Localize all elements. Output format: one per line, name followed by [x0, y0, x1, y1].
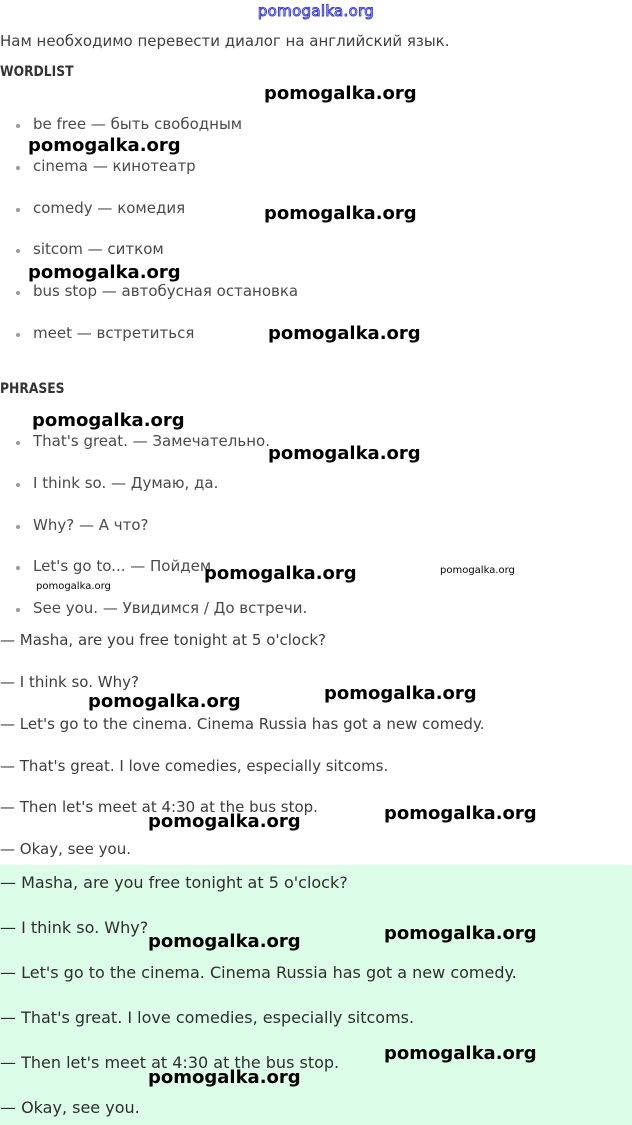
watermark: pomogalka.org	[264, 83, 417, 104]
watermark: pomogalka.org	[148, 811, 301, 832]
watermark: pomogalka.org	[32, 410, 185, 431]
watermark: pomogalka.org	[28, 262, 181, 283]
phrase-item-text: That's great. — Замечательно.	[33, 432, 270, 450]
dialog-line: — I think so. Why?	[0, 673, 139, 691]
watermark: pomogalka.org	[384, 803, 537, 824]
wordlist-item-text: sitcom — ситком	[33, 240, 164, 258]
answer-line: — Masha, are you free tonight at 5 o'clock?	[0, 873, 348, 892]
wordlist-item	[18, 199, 185, 217]
answer-line: — Then let's meet at 4:30 at the bus stop.	[0, 1053, 340, 1072]
phrase-item-text: See you. — Увидимся / До встречи.	[33, 599, 308, 617]
wordlist-item	[18, 324, 194, 342]
phrase-item	[18, 557, 211, 575]
wordlist-item	[18, 115, 242, 133]
wordlist-item-text: comedy — комедия	[33, 199, 186, 217]
watermark: pomogalka.org	[88, 691, 241, 712]
phrase-item	[18, 432, 270, 450]
watermark: pomogalka.org	[268, 443, 421, 464]
watermark: pomogalka.org	[36, 581, 111, 592]
watermark: pomogalka.org	[148, 931, 301, 952]
answer-line: — I think so. Why?	[0, 918, 149, 937]
wordlist-item-text: bus stop — автобусная остановка	[33, 282, 299, 300]
watermark: pomogalka.org	[148, 1067, 301, 1088]
watermark: pomogalka.org	[384, 923, 537, 944]
watermark: pomogalka.org	[268, 323, 421, 344]
dialog-line: — That's great. I love comedies, especially sitcoms.	[0, 757, 389, 775]
wordlist-heading: WORDLIST	[0, 64, 74, 80]
answer-line: — Okay, see you.	[0, 1098, 140, 1117]
wordlist-item-text: cinema — кинотеатр	[33, 157, 196, 175]
phrases-heading: PHRASES	[0, 381, 65, 397]
dialog-line: — Okay, see you.	[0, 840, 131, 858]
answer-box	[0, 865, 632, 1125]
dialog-line: — Let's go to the cinema. Cinema Russia has got a new comedy.	[0, 715, 485, 733]
watermark: pomogalka.org	[28, 135, 181, 156]
wordlist-item-text: be free — быть свободным	[33, 115, 243, 133]
answer-line: — Let's go to the cinema. Cinema Russia has got a new comedy.	[0, 963, 517, 982]
phrase-item	[18, 474, 218, 492]
phrase-item	[18, 599, 307, 617]
watermark: pomogalka.org	[440, 565, 515, 576]
dialog-line: — Masha, are you free tonight at 5 o'clock?	[0, 631, 327, 649]
wordlist-item	[18, 157, 196, 175]
wordlist-item	[18, 282, 298, 300]
watermark: pomogalka.org	[264, 203, 417, 224]
watermark: pomogalka.org	[204, 563, 357, 584]
dialog-line: — Then let's meet at 4:30 at the bus stop.	[0, 798, 318, 816]
phrase-item-text: Why? — А что?	[33, 516, 149, 534]
watermark: pomogalka.org	[324, 683, 477, 704]
answer-line: — That's great. I love comedies, especially sitcoms.	[0, 1008, 415, 1027]
phrase-item-text: I think so. — Думаю, да.	[33, 474, 219, 492]
phrase-item	[18, 516, 148, 534]
task-instruction: Нам необходимо перевести диалог на английский язык.	[0, 32, 450, 50]
site-url-header: pomogalka.org	[257, 2, 375, 20]
watermark: pomogalka.org	[384, 1043, 537, 1064]
wordlist-item-text: meet — встретиться	[33, 324, 195, 342]
wordlist-item	[18, 240, 164, 258]
phrase-item-text: Let's go to... — Пойдем	[33, 557, 212, 575]
